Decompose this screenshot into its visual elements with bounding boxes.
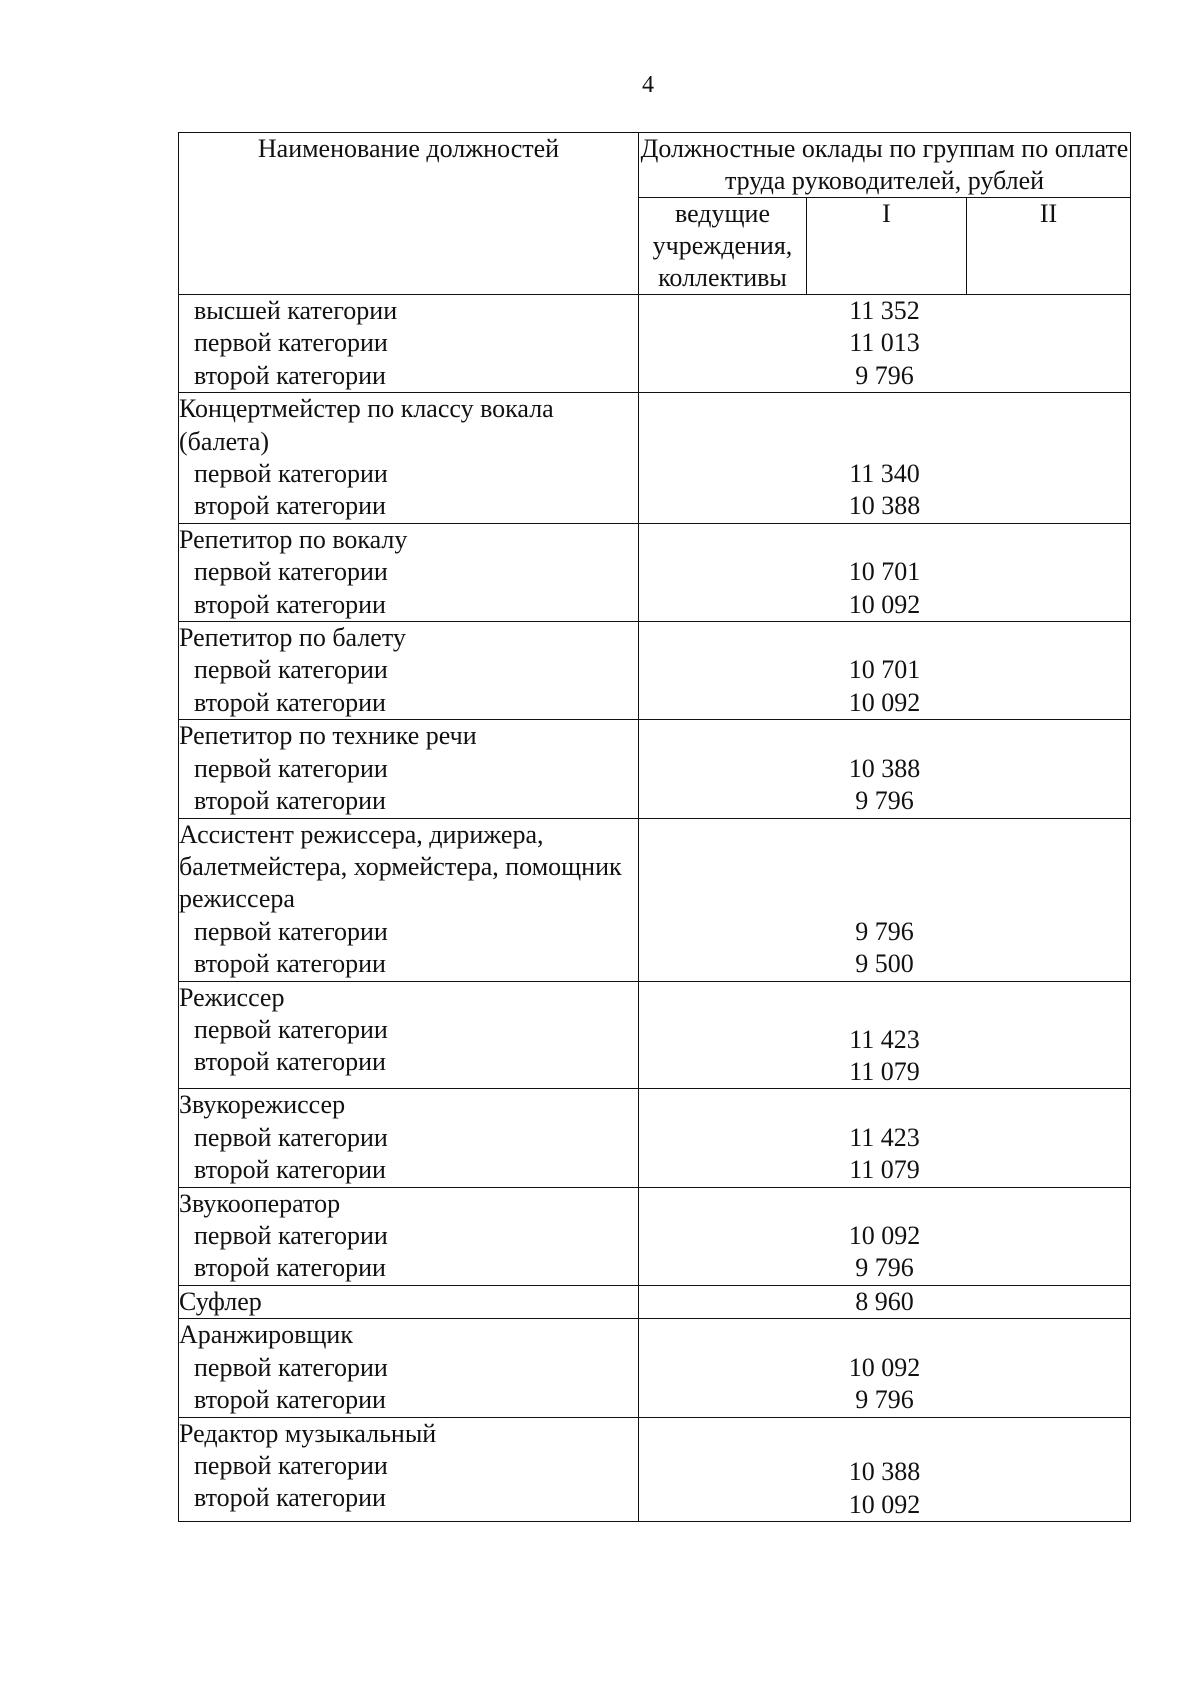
header-position-name: Наименование должностей — [179, 133, 639, 295]
header-group-2: II — [967, 198, 1131, 295]
position-title: Концертмейстер по классу вокала (балета) — [179, 394, 554, 456]
position-title: Звукооператор — [179, 1188, 341, 1218]
position-title: Звукорежиссер — [179, 1090, 346, 1120]
salary-value: 9 796 — [855, 360, 914, 390]
header-salary-groups: Должностные оклады по группам по оплате труда руководителей, рублей — [639, 133, 1131, 198]
salary-cell — [639, 393, 1131, 524]
table-row — [179, 523, 1131, 621]
salary-value: 10 388 — [848, 753, 921, 783]
position-title: Редактор музыкальный — [179, 1418, 437, 1448]
position-title: Репетитор по балету — [179, 623, 406, 653]
salary-value: 11 013 — [849, 328, 920, 358]
category-label: первой категории — [194, 1014, 388, 1044]
category-label: второй категории — [194, 491, 386, 521]
salary-value: 10 092 — [848, 687, 921, 717]
position-title: Суфлер — [179, 1286, 262, 1316]
position-title: Ассистент режиссера, дирижера, балетмейстера, хормейстера, помощник режиссера — [179, 819, 622, 914]
table-row — [179, 1089, 1131, 1187]
salary-value: 10 388 — [848, 491, 921, 521]
position-title: Аранжировщик — [179, 1320, 353, 1350]
table-row — [179, 720, 1131, 818]
salary-cell — [639, 720, 1131, 818]
category-label: первой категории — [194, 753, 388, 783]
salary-value: 10 092 — [848, 1489, 921, 1519]
table-row — [179, 393, 1131, 524]
salary-cell — [639, 1319, 1131, 1417]
page-number: 4 — [642, 72, 654, 98]
salary-value: 10 701 — [848, 557, 921, 587]
position-cell — [179, 393, 639, 524]
category-label: второй категории — [194, 589, 386, 619]
category-label: первой категории — [194, 1450, 388, 1480]
category-label: первой категории — [194, 328, 388, 358]
salary-value: 10 388 — [848, 1457, 921, 1487]
salary-value: 11 079 — [849, 1155, 920, 1185]
position-cell — [179, 818, 639, 981]
position-cell — [179, 1187, 639, 1285]
category-label: высшей категории — [194, 296, 398, 325]
position-cell — [179, 295, 639, 393]
salary-table — [178, 132, 1131, 1522]
position-title: Режиссер — [179, 982, 285, 1012]
category-label: первой категории — [194, 655, 388, 685]
position-cell — [179, 1319, 639, 1417]
salary-cell — [639, 818, 1131, 981]
category-label: второй категории — [194, 1253, 386, 1283]
category-label: первой категории — [194, 1122, 388, 1152]
category-label: первой категории — [194, 916, 388, 946]
salary-value: 10 701 — [848, 655, 921, 685]
category-label: второй категории — [194, 949, 386, 979]
position-cell — [179, 720, 639, 818]
position-title: Репетитор по технике речи — [179, 721, 477, 751]
position-title: Репетитор по вокалу — [179, 524, 408, 554]
salary-cell — [639, 981, 1131, 1089]
position-cell — [179, 1417, 639, 1522]
category-label: второй категории — [194, 687, 386, 717]
salary-value: 10 092 — [848, 589, 921, 619]
header-leading-institutions: ведущие учреждения, коллективы — [639, 198, 807, 295]
salary-cell — [639, 1417, 1131, 1522]
salary-value: 11 423 — [849, 1122, 920, 1152]
salary-value: 9 796 — [855, 1253, 914, 1283]
table-row — [179, 1187, 1131, 1285]
category-label: второй категории — [194, 1047, 386, 1077]
category-label: первой категории — [194, 1352, 388, 1382]
category-label: первой категории — [194, 459, 388, 489]
table-row — [179, 1285, 1131, 1318]
category-label: второй категории — [194, 786, 386, 816]
salary-cell — [639, 1285, 1131, 1318]
salary-value: 11 340 — [849, 459, 920, 489]
header-group-1: I — [807, 198, 967, 295]
table-row — [179, 622, 1131, 720]
table-row — [179, 818, 1131, 981]
salary-value: 9 500 — [855, 949, 914, 979]
table-row — [179, 295, 1131, 393]
table-body — [179, 295, 1131, 1522]
salary-value: 9 796 — [855, 916, 914, 946]
position-cell — [179, 981, 639, 1089]
salary-value: 11 352 — [849, 296, 920, 325]
category-label: первой категории — [194, 557, 388, 587]
salary-value: 9 796 — [855, 1385, 914, 1415]
position-cell — [179, 1089, 639, 1187]
category-label: второй категории — [194, 1385, 386, 1415]
category-label: второй категории — [194, 360, 386, 390]
table-row — [179, 1319, 1131, 1417]
position-cell — [179, 1285, 639, 1318]
position-cell — [179, 523, 639, 621]
salary-cell — [639, 1089, 1131, 1187]
table-row — [179, 1417, 1131, 1522]
category-label: второй категории — [194, 1155, 386, 1185]
salary-cell — [639, 1187, 1131, 1285]
category-label: второй категории — [194, 1483, 386, 1513]
salary-cell — [639, 523, 1131, 621]
salary-cell — [639, 295, 1131, 393]
salary-value: 8 960 — [855, 1286, 914, 1316]
table-row — [179, 981, 1131, 1089]
salary-cell — [639, 622, 1131, 720]
salary-value: 10 092 — [848, 1221, 921, 1251]
salary-value: 9 796 — [855, 786, 914, 816]
salary-value: 11 423 — [849, 1024, 920, 1054]
category-label: первой категории — [194, 1221, 388, 1251]
position-cell — [179, 622, 639, 720]
salary-value: 11 079 — [849, 1057, 920, 1087]
salary-value: 10 092 — [848, 1352, 921, 1382]
